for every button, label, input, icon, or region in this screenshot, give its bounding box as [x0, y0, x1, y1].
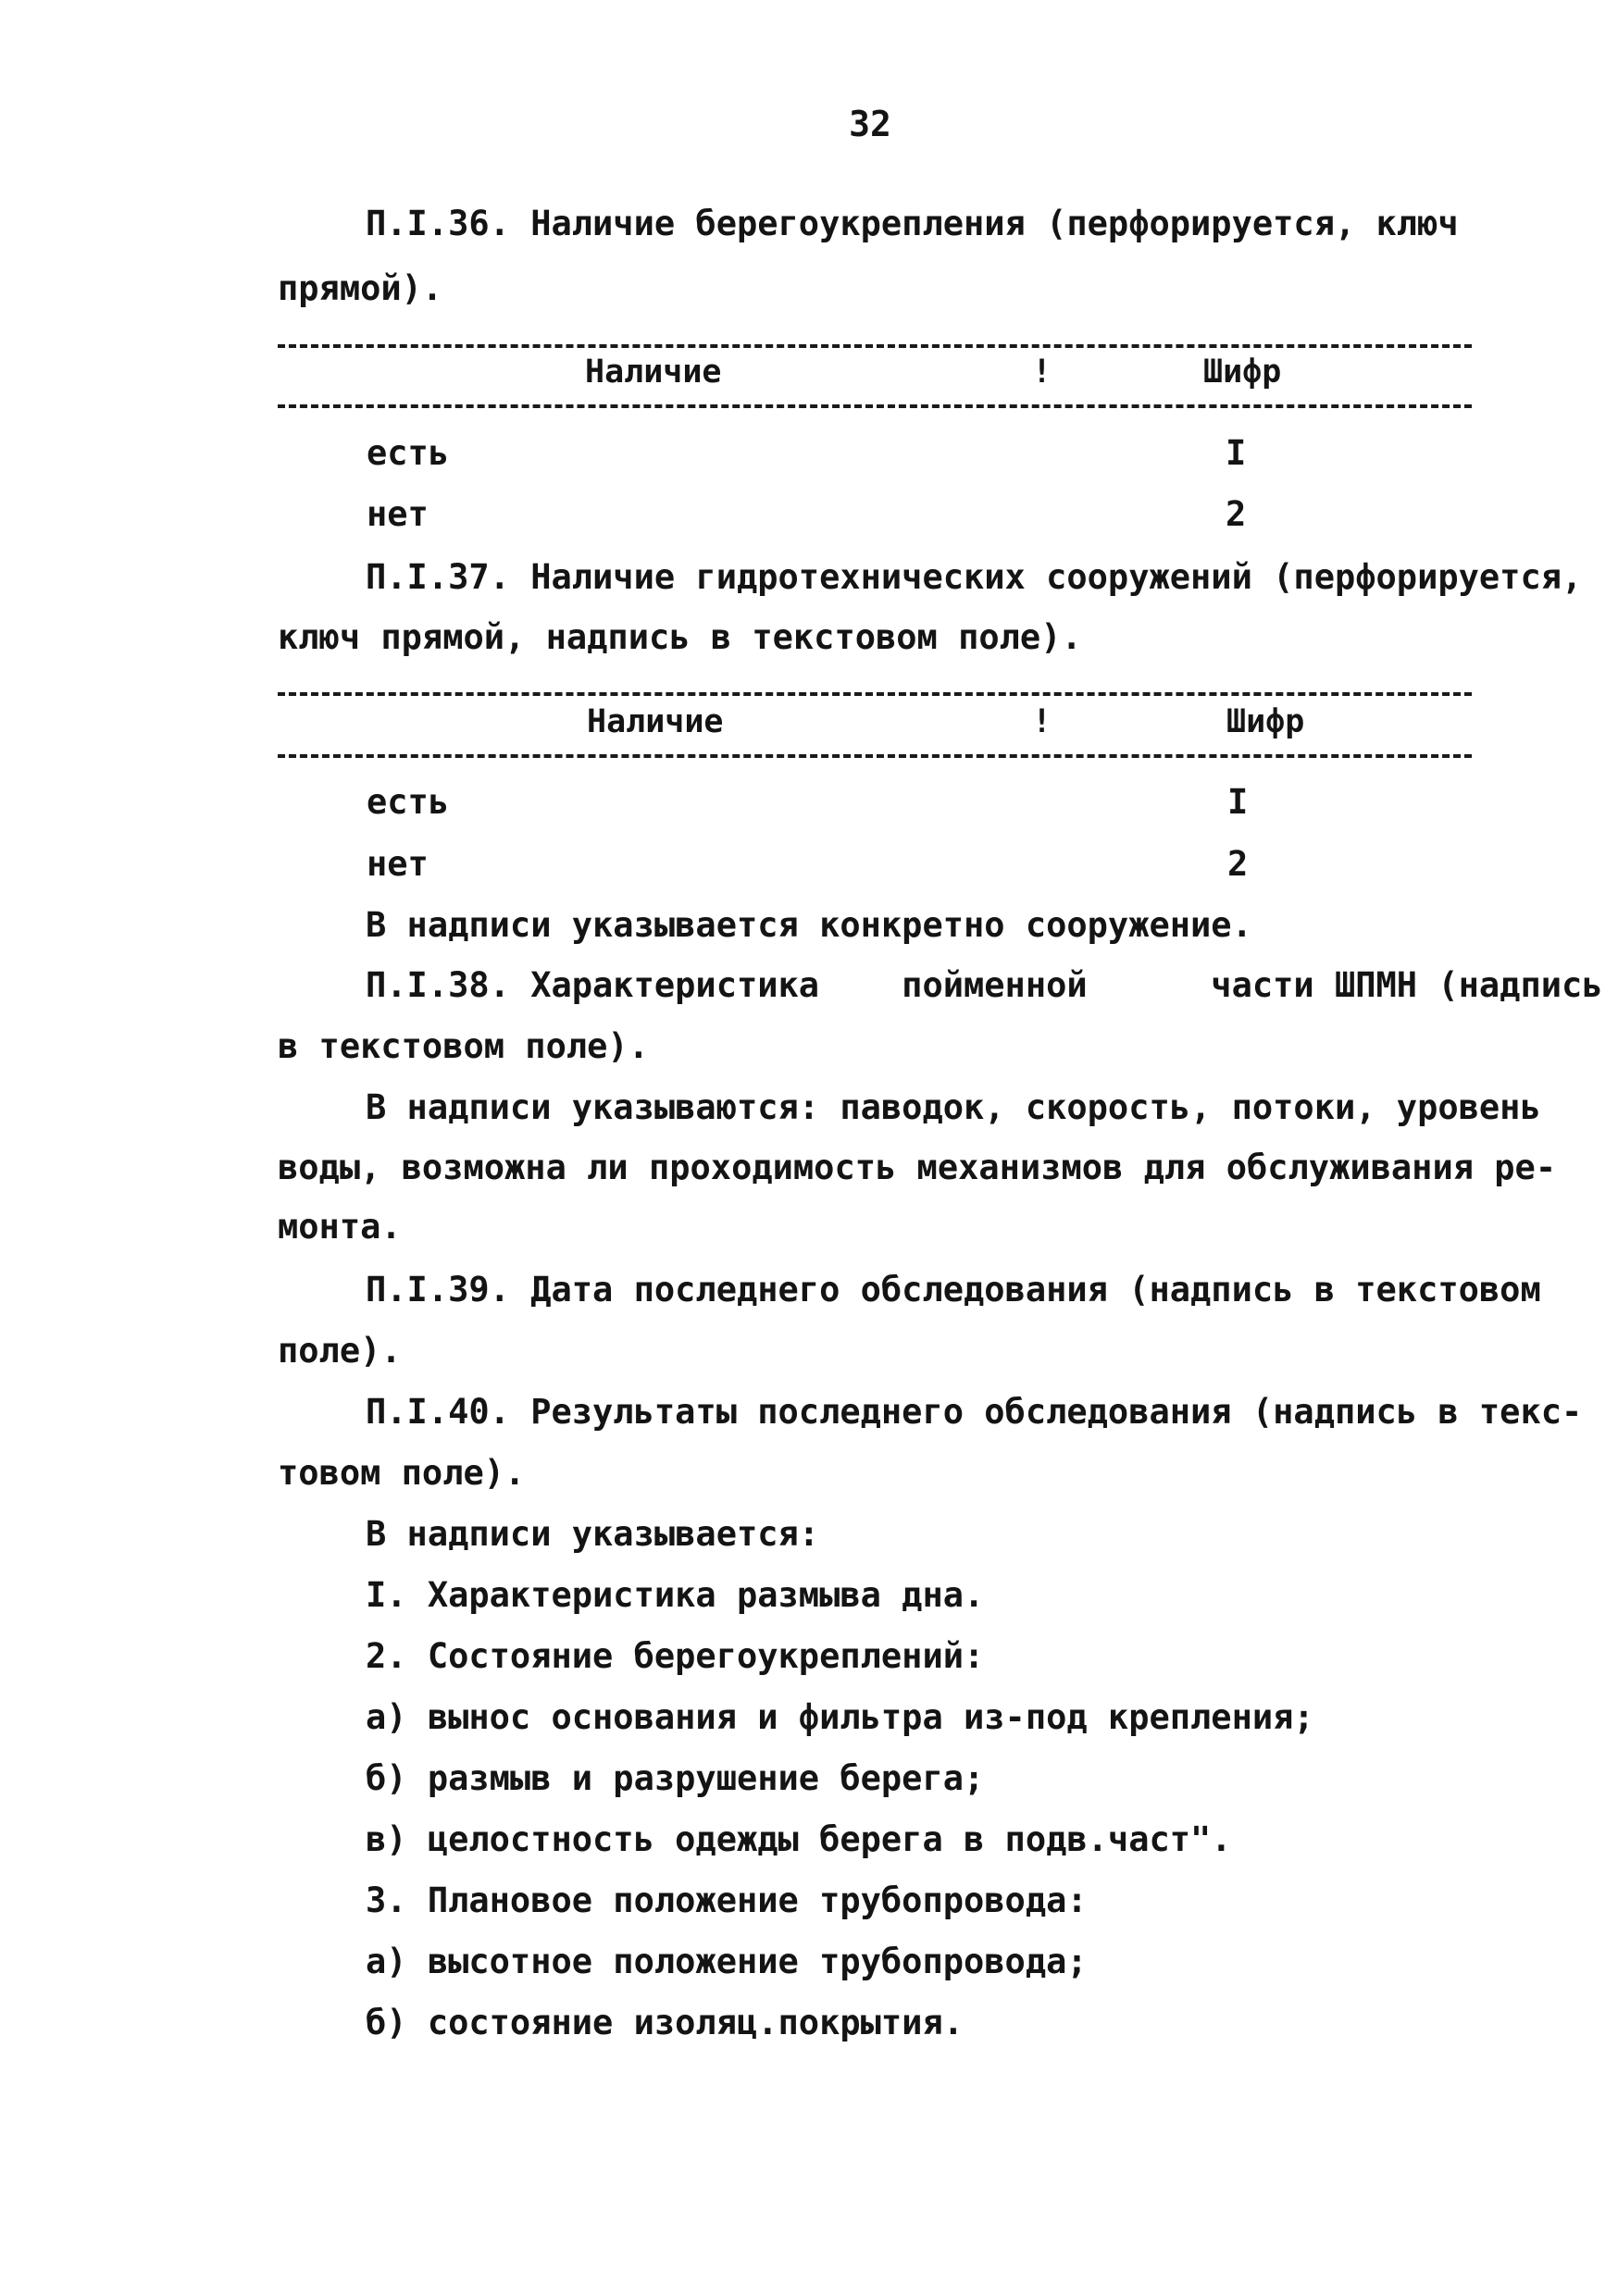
list-item: 2. Состояние берегоукреплений:	[366, 1636, 985, 1676]
section-138-line-1: П.I.38. Характеристика пойменной части ШПМН (надпись	[366, 965, 1603, 1005]
table-2-header-separator: !	[1032, 703, 1052, 740]
table-1-row-label: есть	[367, 433, 450, 473]
table-2-row-label: нет	[367, 844, 429, 884]
table-1-header-nalichie: Наличие	[585, 354, 722, 391]
list-item: 3. Плановое положение трубопровода:	[366, 1880, 1088, 1920]
table-1-row-code: I	[1226, 433, 1247, 473]
list-item: I. Характеристика размыва дна.	[366, 1575, 985, 1615]
list-item: а) высотное положение трубопровода;	[366, 1942, 1088, 1981]
list-item: б) состояние изоляц.покрытия.	[366, 2003, 965, 2042]
section-136-line-1: П.I.36. Наличие берегоукрепления (перфорируется, ключ	[366, 204, 1459, 243]
list-item: а) вынос основания и фильтра из-под крепления;	[366, 1697, 1314, 1737]
table-1-header-rule	[278, 404, 1472, 408]
section-139-line-1: П.I.39. Дата последнего обследования (надпись в текстовом	[366, 1270, 1541, 1309]
section-138-line-2: в текстовом поле).	[278, 1026, 649, 1066]
list-item: в) целостность одежды берега в подв.част".	[366, 1819, 1232, 1859]
section-137-line-1: П.I.37. Наличие гидротехнических сооружений (перфорируется,	[366, 557, 1583, 597]
table-1-row-label: нет	[367, 494, 429, 534]
table-1-header-separator: !	[1032, 354, 1052, 391]
section-139-line-2: поле).	[278, 1331, 402, 1371]
section-140-line-1: П.I.40. Результаты последнего обследования (надпись в текс-	[366, 1392, 1583, 1432]
table-1-top-rule	[278, 344, 1472, 348]
section-140-line-2: товом поле).	[278, 1453, 526, 1493]
note-137: В надписи указывается конкретно сооружение.	[366, 905, 1252, 945]
table-2-header-shifr: Шифр	[1226, 703, 1305, 740]
table-2-row-code: 2	[1227, 844, 1249, 884]
section-136-line-2: прямой).	[278, 268, 443, 308]
page-number: 32	[849, 104, 891, 144]
note-138-line-1: В надписи указываются: паводок, скорость, потоки, уровень	[366, 1087, 1541, 1127]
table-2-row-code: I	[1227, 782, 1249, 822]
note-138-line-2: воды, возможна ли проходимость механизмов для обслуживания ре-	[278, 1148, 1557, 1187]
table-2-header-nalichie: Наличие	[587, 703, 724, 740]
table-2-top-rule	[278, 692, 1472, 696]
table-2-header-rule	[278, 754, 1472, 758]
section-137-line-2: ключ прямой, надпись в текстовом поле).	[278, 617, 1082, 657]
table-1-row-code: 2	[1226, 494, 1247, 534]
table-2-row-label: есть	[367, 782, 450, 822]
note-140: В надписи указывается:	[366, 1514, 820, 1554]
note-138-line-3: монта.	[278, 1207, 402, 1247]
list-item: б) размыв и разрушение берега;	[366, 1758, 985, 1798]
table-1-header-shifr: Шифр	[1203, 354, 1282, 391]
